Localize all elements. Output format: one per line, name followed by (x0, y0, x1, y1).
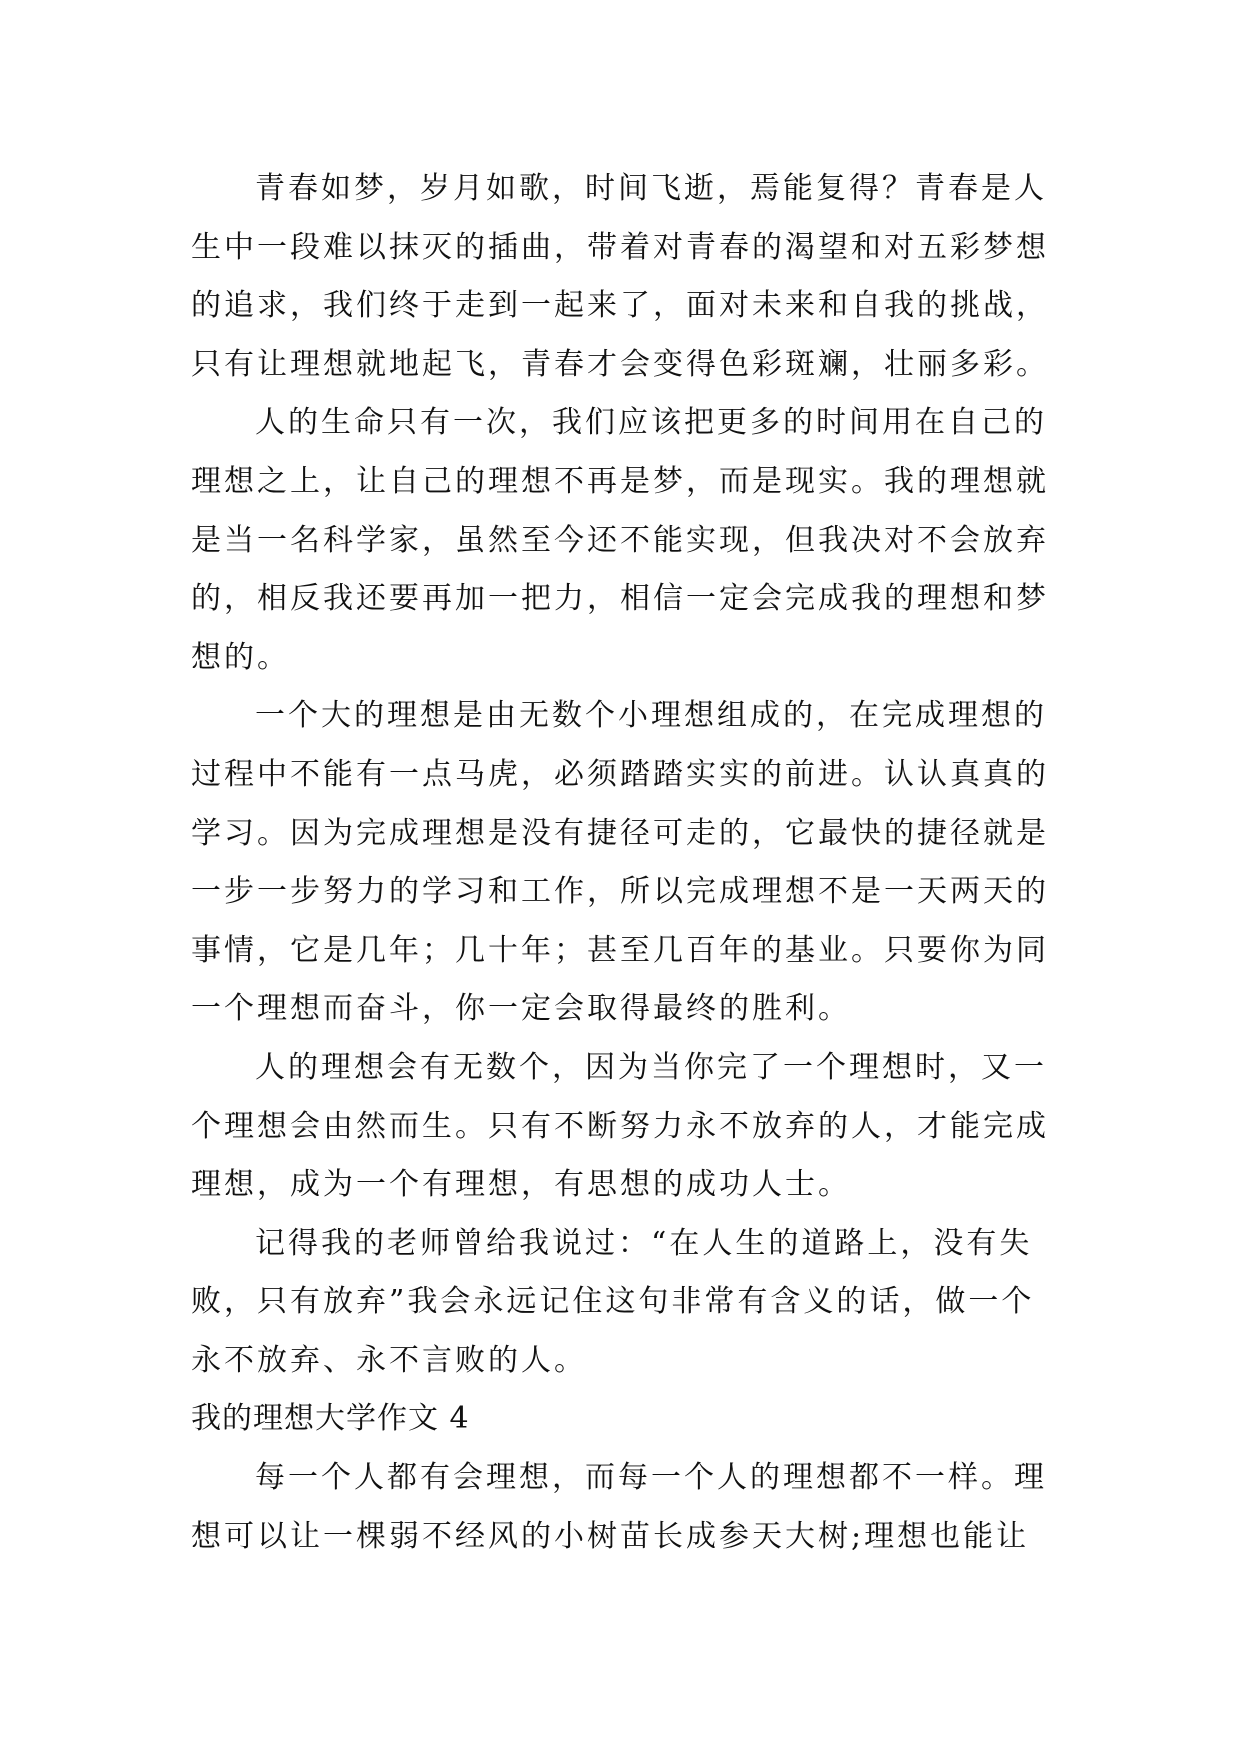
text-line: 人的生命只有一次，我们应该把更多的时间用在自己的 (255, 405, 1047, 441)
text-line: 青春如梦，岁月如歌，时间飞逝，焉能复得？青春是人 (255, 171, 1047, 206)
paragraph-4 (191, 1039, 1061, 1215)
text-line: 过程中不能有一点马虎，必须踏踏实实的前进。认认真真的 (191, 756, 1049, 792)
text-line: 一步一步努力的学习和工作，所以完成理想不是一天两天的 (191, 874, 1049, 910)
text-line: 生中一段难以抹灭的插曲，带着对青春的渴望和对五彩梦想 (191, 229, 1049, 265)
paragraph-1 (191, 160, 1061, 394)
paragraph-6 (191, 1449, 1061, 1566)
text-line: 的追求，我们终于走到一起来了，面对未来和自我的挑战， (191, 288, 1049, 324)
text-line: 是当一名科学家，虽然至今还不能实现，但我决对不会放弃 (191, 522, 1049, 558)
text-line: 只有让理想就地起飞，青春才会变得色彩斑斓，壮丽多彩。 (191, 346, 1049, 382)
text-line: 想可以让一棵弱不经风的小树苗长成参天大树;理想也能让 (191, 1518, 1030, 1554)
text-line: 个理想会由然而生。只有不断努力永不放弃的人，才能完成 (191, 1108, 1049, 1144)
text-line: 学习。因为完成理想是没有捷径可走的，它最快的捷径就是 (191, 815, 1049, 851)
text-line: 理想，成为一个有理想，有思想的成功人士。 (191, 1167, 851, 1203)
text-line: 的，相反我还要再加一把力，相信一定会完成我的理想和梦 (191, 581, 1049, 617)
paragraph-2 (191, 394, 1061, 687)
text-line: 一个大的理想是由无数个小理想组成的，在完成理想的 (255, 698, 1047, 734)
text-line: 事情，它是几年；几十年；甚至几百年的基业。只要你为同 (191, 932, 1049, 968)
text-line: 一个理想而奋斗，你一定会取得最终的胜利。 (191, 991, 851, 1027)
paragraph-5 (191, 1215, 1061, 1391)
text-line: 记得我的老师曾给我说过：“在人生的道路上，没有失 (255, 1225, 1033, 1261)
text-line: 每一个人都有会理想，而每一个人的理想都不一样。理 (255, 1460, 1047, 1496)
section-heading: 我的理想大学作文 4 (191, 1401, 470, 1437)
document-body (191, 160, 1061, 1566)
text-line: 人的理想会有无数个，因为当你完了一个理想时，又一 (255, 1049, 1047, 1085)
text-line: 败，只有放弃”我会永远记住这句非常有含义的话，做一个 (191, 1284, 1035, 1320)
text-line: 想的。 (191, 639, 290, 675)
text-line: 永不放弃、永不言败的人。 (191, 1342, 587, 1378)
paragraph-3 (191, 687, 1061, 1039)
text-line: 理想之上，让自己的理想不再是梦，而是现实。我的理想就 (191, 463, 1049, 499)
